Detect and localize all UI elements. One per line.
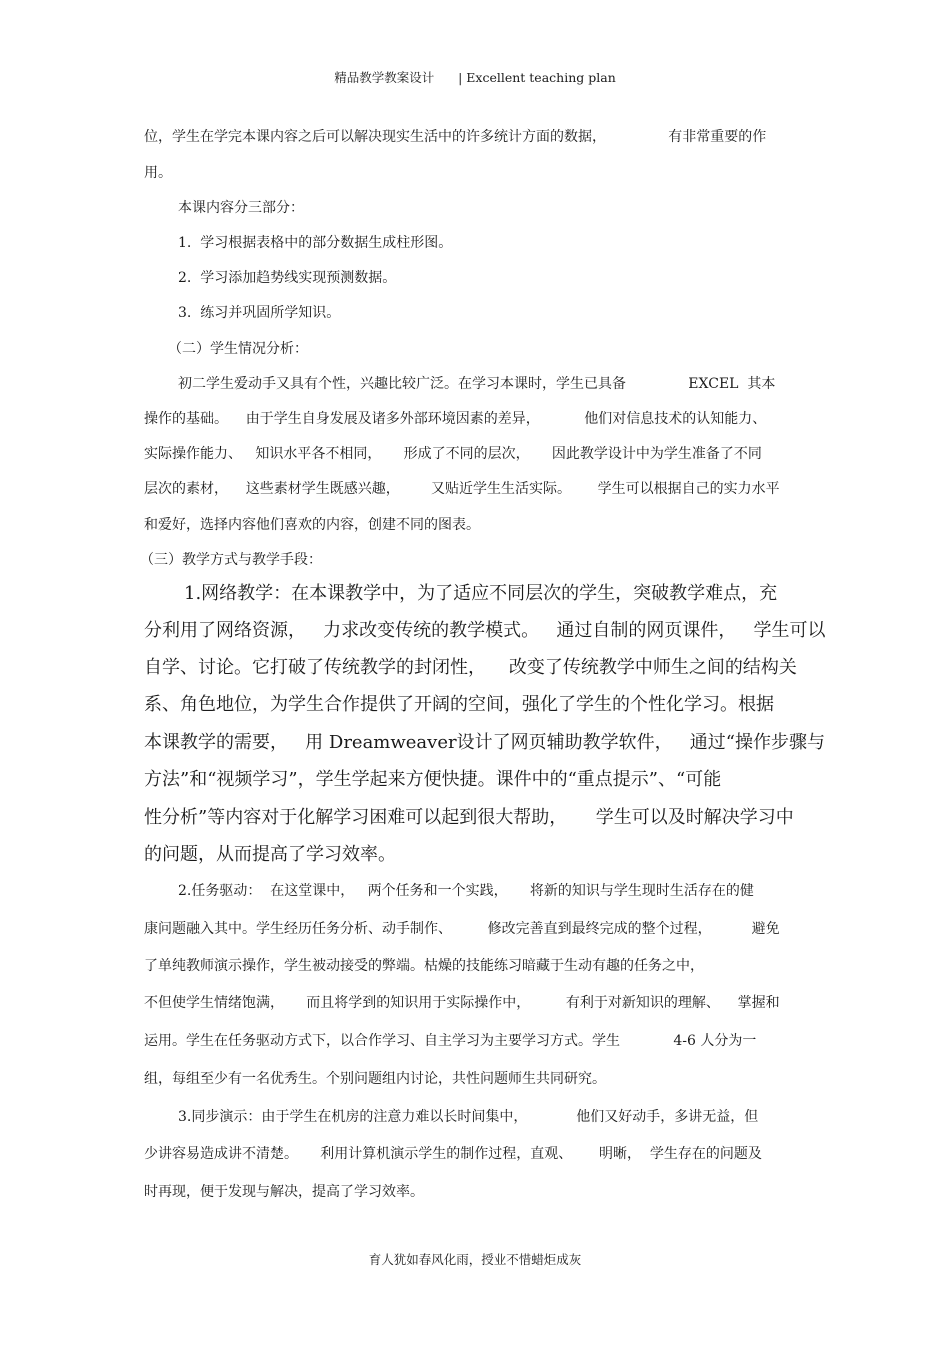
text-line: 组，每组至少有一名优秀生。个别问题组内讨论，共性问题师生共同研究。 [144, 1071, 606, 1087]
text-line: 运用。学生在任务驱动方式下，以合作学习、自主学习为主要学习方式。学生 4-6 人分为一 [144, 1033, 757, 1049]
text-line: 层次的素材， 这些素材学生既感兴趣， 又贴近学生生活实际。 学生可以根据自己的实力水平 [144, 481, 780, 497]
list-item: 1. 学习根据表格中的部分数据生成柱形图。 [178, 235, 453, 251]
text-line: 2.任务驱动： 在这堂课中， 两个任务和一个实践， 将新的知识与学生现时生活存在的健 [178, 883, 754, 899]
text-line: 初二学生爱动手又具有个性，兴趣比较广泛。在学习本课时，学生已具备 EXCEL 其本 [178, 376, 776, 392]
text-line: 分利用了网络资源， 力求改变传统的教学模式。 通过自制的网页课件， 学生可以 [144, 620, 826, 641]
text-line: 方法”和“视频学习”，学生学起来方便快捷。课件中的“重点提示”、“可能 [144, 769, 722, 790]
list-item: 3. 练习并巩固所学知识。 [178, 305, 341, 321]
text-line: 本课教学的需要， 用 Dreamweaver设计了网页辅助教学软件， 通过“操作步骤与 [144, 732, 825, 753]
text-line: 康问题融入其中。学生经历任务分析、动手制作、 修改完善直到最终完成的整个过程， 避免 [144, 921, 780, 937]
text-line: 的问题，从而提高了学习效率。 [144, 844, 396, 865]
text-line: 时再现，便于发现与解决，提高了学习效率。 [144, 1184, 424, 1200]
text-line: 3.同步演示：由于学生在机房的注意力难以长时间集中， 他们又好动手，多讲无益，但 [178, 1109, 759, 1125]
text-line: 本课内容分三部分： [178, 200, 304, 216]
text-line: 性分析”等内容对于化解学习困难可以起到很大帮助， 学生可以及时解决学习中 [144, 807, 794, 828]
text-line: 不但使学生情绪饱满， 而且将学到的知识用于实际操作中， 有利于对新知识的理解、 掌握和 [144, 995, 780, 1011]
text-line: 实际操作能力、 知识水平各不相同， 形成了不同的层次， 因此教学设计中为学生准备了不同 [144, 446, 762, 462]
page-footer: 育人犹如春风化雨，授业不惜蜡炬成灰 [368, 1252, 582, 1267]
text-line: 和爱好，选择内容他们喜欢的内容，创建不同的图表。 [144, 517, 480, 533]
list-item: 2. 学习添加趋势线实现预测数据。 [178, 270, 397, 286]
text-line: 用。 [144, 165, 172, 181]
text-line: 自学、讨论。它打破了传统教学的封闭性， 改变了传统教学中师生之间的结构关 [144, 657, 797, 678]
text-line: 了单纯教师演示操作，学生被动接受的弊端。枯燥的技能练习暗藏于生动有趣的任务之中， [144, 958, 704, 974]
text-line: 少讲容易造成讲不清楚。 利用计算机演示学生的制作过程，直观、 明晰， 学生存在的问题及 [144, 1146, 762, 1162]
text-line: 系、角色地位，为学生合作提供了开阔的空间，强化了学生的个性化学习。根据 [144, 694, 774, 715]
section-heading: （三）教学方式与教学手段： [140, 552, 322, 568]
text-line: 操作的基础。 由于学生自身发展及诸多外部环境因素的差异， 他们对信息技术的认知能力、 [144, 411, 767, 427]
section-heading: （二）学生情况分析： [168, 341, 308, 357]
text-line: 位，学生在学完本课内容之后可以解决现实生活中的许多统计方面的数据， 有非常重要的作 [144, 129, 767, 145]
page-header: 精品教学教案设计 | Excellent teaching plan [334, 70, 616, 85]
text-line: 1.网络教学：在本课教学中，为了适应不同层次的学生，突破教学难点，充 [184, 583, 778, 604]
